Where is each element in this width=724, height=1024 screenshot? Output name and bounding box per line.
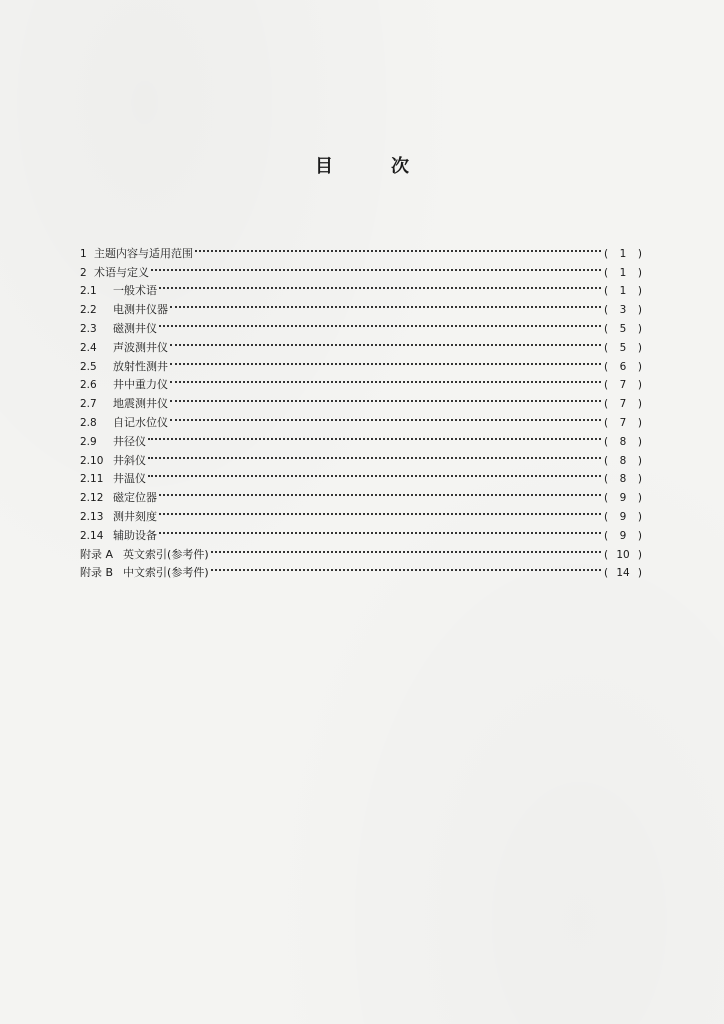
toc-entry-page [604,564,642,583]
toc-page-number: 14 [616,567,630,580]
toc-entry [80,313,642,335]
paren-close: ) [637,322,642,335]
paren-open: ( [604,360,609,373]
toc-page-number: 9 [619,510,627,523]
toc-page-number: 7 [619,379,627,392]
toc-page-number: 3 [619,304,627,317]
toc-page-number: 9 [619,529,627,542]
paren-open: ( [604,548,609,561]
toc-page-number: 7 [619,398,627,411]
toc-entry-page [604,339,642,358]
toc-entry-label: 井斜仪 [113,453,146,467]
toc-entry-page [604,320,642,339]
toc-list [80,238,642,580]
paren-open: ( [604,454,609,467]
toc-entry-label: 井中重力仪 [113,378,168,392]
toc-entry-page [604,301,642,320]
toc-entry-label: 电测井仪器 [113,303,168,317]
toc-entry-page [604,358,642,377]
paren-open: ( [604,379,609,392]
toc-entry-number: 2.14 [80,529,104,542]
toc-leader-dots [159,482,601,501]
toc-leader-dots [151,257,601,276]
toc-entry-label: 测井刻度 [113,509,157,523]
toc-leader-dots [148,426,601,445]
toc-entry-page [604,282,642,301]
toc-page-number: 6 [619,360,627,373]
toc-entry-number: 2.12 [80,492,104,505]
paren-open: ( [604,529,609,542]
toc-entry-page [604,414,642,433]
toc-page-number: 8 [619,454,627,467]
toc-leader-dots [170,388,601,407]
toc-entry-label: 井温仪 [113,472,146,486]
toc-page-number: 1 [619,247,627,260]
paren-close: ) [637,548,642,561]
toc-entry-label: 英文索引(参考件) [123,547,209,561]
toc-entry-label: 自记水位仪 [113,415,168,429]
paren-open: ( [604,322,609,335]
paren-open: ( [604,416,609,429]
toc-entry [80,257,642,279]
paren-open: ( [604,304,609,317]
paren-close: ) [637,473,642,486]
paren-close: ) [637,266,642,279]
toc-entry-label: 磁定位器 [113,491,157,505]
toc-page-number: 5 [619,322,627,335]
toc-entry-label: 辅助设备 [113,528,157,542]
toc-leader-dots [159,520,601,539]
toc-entry-page [604,376,642,395]
paren-open: ( [604,266,609,279]
toc-title [0,152,724,178]
paren-close: ) [637,454,642,467]
toc-entry [80,520,642,542]
paren-close: ) [637,435,642,448]
toc-leader-dots [148,445,601,464]
toc-entry [80,539,642,561]
toc-title-char-2: 次 [391,156,409,177]
toc-entry-number: 2.2 [80,304,97,317]
toc-page-number: 10 [616,548,630,561]
toc-entry-number: 2.1 [80,285,97,298]
toc-entry [80,332,642,354]
toc-entry-label: 放射性测井 [113,359,168,373]
paren-close: ) [637,416,642,429]
toc-entry-label: 地震测井仪 [113,397,168,411]
paren-close: ) [637,285,642,298]
paren-open: ( [604,510,609,523]
toc-page-number: 1 [619,285,627,298]
toc-entry-label: 术语与定义 [94,265,149,279]
toc-entry-number: 1 [80,247,87,260]
toc-leader-dots [170,294,601,313]
toc-entry-number: 2.4 [80,341,97,354]
toc-entry-page [604,508,642,527]
toc-entry-number: 2.7 [80,398,97,411]
toc-entry-number: 2.6 [80,379,97,392]
toc-entry [80,482,642,505]
toc-entry-page [604,489,642,508]
toc-page-number: 1 [619,266,627,279]
toc-entry-page [604,527,642,546]
toc-entry [80,426,642,448]
paren-close: ) [637,567,642,580]
toc-entry-number: 2.11 [80,473,104,486]
toc-leader-dots [170,407,601,426]
toc-leader-dots [170,370,601,389]
toc-entry [80,501,642,523]
paren-open: ( [604,341,609,354]
toc-entry-label: 一般术语 [113,284,157,298]
toc-entry-number: 2.8 [80,416,97,429]
paren-close: ) [637,529,642,542]
toc-page-number: 9 [619,492,627,505]
toc-entry-page [604,452,642,471]
paren-open: ( [604,435,609,448]
toc-page-number: 8 [619,473,627,486]
toc-entry-number: 附录 A [80,547,114,561]
toc-leader-dots [159,501,601,520]
paren-open: ( [604,567,609,580]
toc-entry [80,294,642,317]
paren-open: ( [604,247,609,260]
toc-entry-number: 2.3 [80,322,97,335]
toc-entry-page [604,470,642,489]
paren-open: ( [604,492,609,505]
toc-entry-label: 声波测井仪 [113,340,168,354]
toc-entry [80,445,642,467]
toc-page-number: 8 [619,435,627,448]
toc-entry-number: 2.5 [80,360,97,373]
toc-leader-dots [159,313,601,332]
toc-entry-number: 2.9 [80,435,97,448]
toc-leader-dots [211,539,601,558]
toc-entry-number: 附录 B [80,566,114,580]
paren-open: ( [604,473,609,486]
toc-entry-label: 中文索引(参考件) [123,566,209,580]
paren-close: ) [637,341,642,354]
toc-title-char-1: 目 [315,156,333,177]
toc-entry-number: 2 [80,266,87,279]
toc-entry [80,464,642,486]
toc-entry [80,238,642,260]
paren-close: ) [637,510,642,523]
toc-leader-dots [170,351,601,370]
toc-entry [80,276,642,298]
toc-page-number: 5 [619,341,627,354]
toc-entry-label: 井径仪 [113,434,146,448]
toc-leader-dots [211,558,601,577]
toc-page-number: 7 [619,416,627,429]
toc-entry-page [604,546,642,565]
toc-leader-dots [195,238,601,257]
toc-entry-page [604,395,642,414]
toc-entry-number: 2.13 [80,510,104,523]
toc-entry-number: 2.10 [80,454,104,467]
toc-entry-label: 磁测井仪 [113,321,157,335]
toc-leader-dots [170,332,601,351]
toc-entry-page [604,433,642,452]
paren-close: ) [637,304,642,317]
paren-close: ) [637,492,642,505]
toc-entry-page [604,245,642,264]
paren-open: ( [604,285,609,298]
toc-leader-dots [159,276,601,295]
toc-entry-page [604,264,642,283]
paren-close: ) [637,247,642,260]
paren-close: ) [637,379,642,392]
toc-leader-dots [148,464,601,483]
paren-close: ) [637,360,642,373]
toc-entry-label: 主题内容与适用范围 [94,246,193,260]
paren-open: ( [604,398,609,411]
paren-close: ) [637,398,642,411]
